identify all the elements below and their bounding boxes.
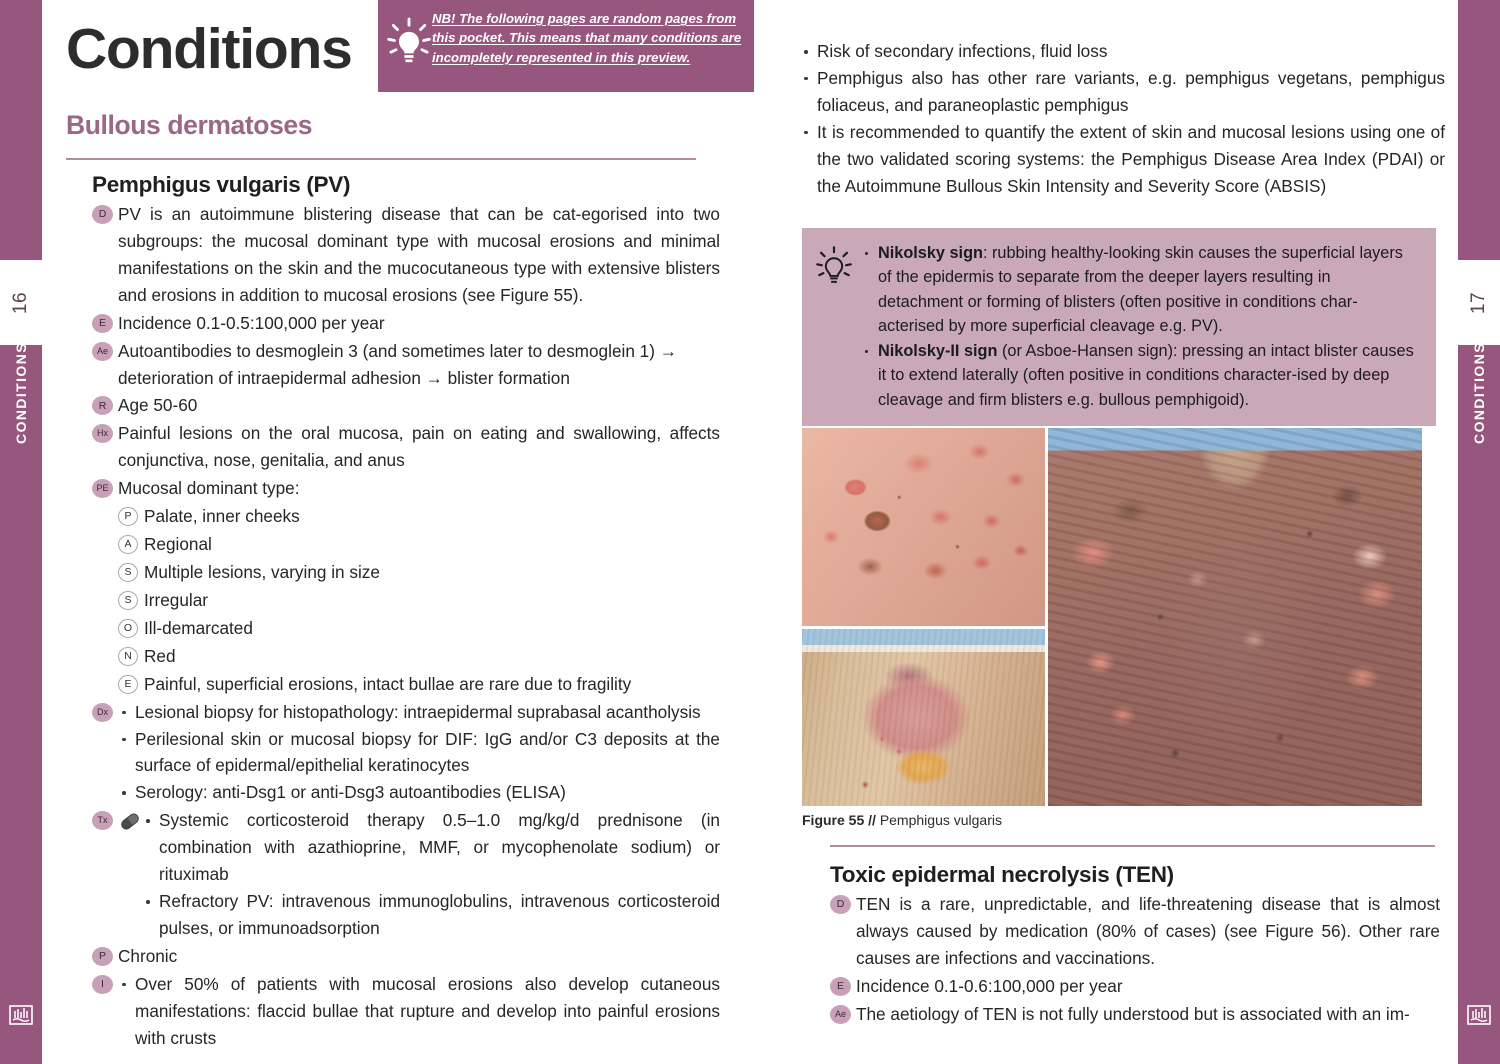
badge-d: D: [92, 205, 113, 224]
topic-heading-ten: Toxic epidermal necrolysis (TEN): [830, 862, 1174, 887]
badge-i: I: [92, 975, 113, 994]
photo-back-erosions: [802, 428, 1045, 626]
entry-text: PV is an autoimmune blistering disease that can be cat-egorised into two subgroups: the mucosal dominant type with mucosal erosions and minimal manifestations on the skin and the mucocutaneous type with extensive blisters and erosions in addition to mucosal erosions (see Figure 55).: [118, 204, 720, 305]
section-heading: Bullous dermatoses: [66, 110, 313, 140]
entry-text: Painful lesions on the oral mucosa, pain on eating and swallowing, affects conjunctiva, nose, genitalia, and anus: [118, 423, 720, 471]
entry-prognosis: [92, 943, 720, 970]
figure-caption: [802, 812, 1002, 828]
right-page-edge-tab: [1458, 0, 1500, 1064]
book-logo-icon: [1466, 1002, 1492, 1026]
entry-aetiology: [92, 338, 720, 392]
photo-torso-widespread-image: [1048, 428, 1422, 806]
entry-epidemiology: [92, 310, 720, 337]
figure-number: Figure 55 //: [802, 812, 876, 828]
badge-slot: [92, 201, 118, 224]
badge-slot: [118, 531, 144, 554]
badge-slot: [118, 559, 144, 582]
badge-slot: [92, 338, 118, 361]
entry-info: [92, 971, 720, 1052]
entry-text: Autoantibodies to desmoglein 3 (and sometimes later to desmoglein 1) → deterioration of intraepidermal adhesion → blister formation: [118, 340, 677, 388]
entry-text: Chronic: [118, 945, 178, 966]
nikolsky-tip-box: [802, 228, 1436, 426]
badge-ae: Ae: [830, 1005, 851, 1024]
photo-torso-widespread: [1048, 428, 1422, 806]
left-page-content: [62, 0, 742, 1064]
badge-slot: [118, 503, 144, 526]
dx-bullet: Perilesional skin or mucosal biopsy for DIF: IgG and/or C3 deposits at the surface of epidermal/epithelial keratinocytes: [118, 726, 720, 780]
right-tab-bottom-segment: [1458, 342, 1500, 1064]
left-tab-top-segment: [0, 0, 42, 260]
tip-item-nikolsky-ii: [862, 339, 1420, 412]
badge-a-arrangement: A: [118, 535, 138, 554]
badge-slot: [92, 943, 118, 966]
info-bullet-list: [118, 971, 720, 1052]
tip-item-rest: : rubbing healthy-looking skin causes the superficial layers of the epidermis to separate from the deeper layers resulting in detachment or forming of blisters (often positive in conditions char-acterised by more superficial cleavage e.g. PV).: [878, 244, 1403, 336]
badge-p-prognosis: P: [92, 947, 113, 966]
entry-physical-exam: [92, 475, 720, 502]
pe-sub-entry-list: [118, 503, 720, 697]
tip-item-term: Nikolsky sign: [878, 244, 983, 262]
badge-s-shape: S: [118, 591, 138, 610]
badge-slot: [92, 420, 118, 443]
tip-item-rest: (or Asboe-Hansen sign): pressing an intact blister causes it to extend laterally (often positive in conditions character-ised by deep cleavage and firm blisters e.g. bullous pemphigoid).: [878, 341, 1414, 409]
pe-sub-entry: [118, 615, 720, 642]
dx-bullet: Lesional biopsy for histopathology: intraepidermal suprabasal acantholysis: [118, 699, 720, 726]
page-title: Conditions: [66, 17, 352, 81]
preview-notice-box: [378, 0, 754, 92]
entry-treatment: [92, 807, 720, 942]
preview-notice-text: NB! The following pages are random pages from this pocket. This means that many conditions are incompletely represented in this preview.: [432, 11, 742, 65]
photo-knee-bulla-image: [802, 629, 1045, 806]
right-page-number: 17: [1467, 291, 1489, 314]
entry-diagnostics: [92, 699, 720, 807]
left-tab-label: CONDITIONS: [13, 342, 29, 444]
right-page-content: [800, 0, 1445, 1064]
badge-slot: [118, 615, 144, 638]
entry-ten-aetiology: [830, 1001, 1440, 1028]
section-divider: [66, 158, 696, 160]
badge-p-position: P: [118, 507, 138, 526]
badge-slot: [830, 891, 856, 914]
pe-sub-entry: [118, 643, 720, 670]
lightbulb-icon: [386, 9, 432, 71]
left-article-body: [92, 172, 720, 1053]
badge-r: R: [92, 396, 113, 415]
badge-slot: [92, 392, 118, 415]
badge-o-outline: O: [118, 619, 138, 638]
entry-text: Ill-demarcated: [144, 617, 253, 638]
photo-knee-bulla: [802, 629, 1045, 806]
badge-pe: PE: [92, 479, 113, 498]
badge-e: E: [92, 314, 113, 333]
right-top-bullets: [800, 38, 1445, 200]
top-bullet: Risk of secondary infections, fluid loss: [800, 38, 1445, 65]
entry-text: Multiple lesions, varying in size: [144, 561, 380, 582]
left-page-number-slot: [0, 260, 42, 345]
figure-55-photo-grid: [802, 428, 1422, 806]
badge-slot: [92, 699, 118, 722]
left-page-number: 16: [9, 291, 31, 314]
entry-text: Age 50-60: [118, 395, 198, 416]
entry-text: Incidence 0.1-0.6:100,000 per year: [856, 975, 1123, 996]
badge-dx: Dx: [92, 703, 113, 722]
badge-slot: [118, 643, 144, 666]
entry-ten-definition: [830, 891, 1440, 972]
badge-n-colour: N: [118, 647, 138, 666]
dx-bullet-list: [118, 699, 720, 807]
dx-bullet: Serology: anti-Dsg1 or anti-Dsg3 autoantibodies (ELISA): [118, 779, 720, 806]
figure-left-column: [802, 428, 1045, 806]
pe-sub-entry: [118, 531, 720, 558]
tip-body: [862, 241, 1420, 412]
pill-icon: [118, 813, 142, 830]
figure-caption-text: Pemphigus vulgaris: [879, 812, 1002, 828]
badge-slot: [92, 310, 118, 333]
badge-d: D: [830, 895, 851, 914]
pe-sub-entry: [118, 587, 720, 614]
badge-s-size: S: [118, 563, 138, 582]
entry-ten-epidemiology: [830, 973, 1440, 1000]
badge-slot: [830, 973, 856, 996]
left-tab-bottom-segment: [0, 342, 42, 1064]
tx-sub-bullet: Refractory PV: intravenous immunoglobulins, intravenous corticosteroid pulses, or immunoadsorption: [142, 888, 720, 942]
pe-sub-entry: [118, 671, 720, 698]
right-page-number-slot: [1458, 260, 1500, 345]
pe-sub-entry: [118, 559, 720, 586]
tx-bullet-list: [142, 807, 720, 942]
left-page-edge-tab: [0, 0, 42, 1064]
badge-slot: [92, 807, 118, 830]
badge-slot: [92, 475, 118, 498]
photo-back-erosions-image: [802, 428, 1045, 626]
tip-item-list: [862, 241, 1420, 412]
topic-heading-pemphigus: Pemphigus vulgaris (PV): [92, 172, 351, 197]
entry-text: Regional: [144, 534, 212, 555]
entry-text: Painful, superficial erosions, intact bullae are rare due to fragility: [144, 673, 632, 694]
entry-text: Red: [144, 645, 176, 666]
badge-hx: Hx: [92, 424, 113, 443]
entry-risk: [92, 392, 720, 419]
entry-definition: [92, 201, 720, 309]
info-bullet: Over 50% of patients with mucosal erosions also develop cutaneous manifestations: flaccid bullae that rupture and develop into painful erosions with crusts: [118, 971, 720, 1052]
lightbulb-icon: [814, 245, 854, 291]
top-bullet-list: [800, 38, 1445, 200]
tx-bullet: Systemic corticosteroid therapy 0.5–1.0 mg/kg/d prednisone (in combination with azathioprine, MMF, or mycophenolate sodium) or rituximab: [142, 807, 720, 888]
entry-text: Mucosal dominant type:: [118, 478, 300, 499]
book-logo-icon: [8, 1002, 34, 1026]
tip-icon-slot: [814, 241, 862, 412]
badge-e-elevation: E: [118, 675, 138, 694]
entry-text: The aetiology of TEN is not fully understood but is associated with an im-: [856, 1003, 1410, 1024]
entry-text: Irregular: [144, 589, 208, 610]
badge-slot: [92, 971, 118, 994]
badge-ae: Ae: [92, 342, 113, 361]
tip-item-term: Nikolsky-II sign: [878, 341, 998, 360]
ten-section-divider: [830, 845, 1435, 847]
ten-article-body: [830, 862, 1440, 1029]
badge-slot: [830, 1001, 856, 1024]
badge-slot: [118, 671, 144, 694]
top-bullet: Pemphigus also has other rare variants, e.g. pemphigus vegetans, pemphigus foliaceus, and paraneoplastic pemphigus: [800, 65, 1445, 119]
tip-item-nikolsky: [862, 241, 1420, 339]
pe-sub-entry: [118, 503, 720, 530]
badge-slot: [118, 587, 144, 610]
right-tab-top-segment: [1458, 0, 1500, 260]
top-bullet: It is recommended to quantify the extent of skin and mucosal lesions using one of the two validated scoring systems: the Pemphigus Disease Area Index (PDAI) or the Autoimmune Bullous Skin Intensity and Severity Score (ABSIS): [800, 119, 1445, 200]
entry-text: TEN is a rare, unpredictable, and life-threatening disease that is almost always caused by medication (80% of cases) (see Figure 56). Other rare causes are infections and vaccinations.: [856, 894, 1440, 968]
entry-history: [92, 420, 720, 474]
right-tab-label: CONDITIONS: [1471, 342, 1487, 444]
tx-sub-bullet-list: [142, 888, 720, 942]
badge-tx: Tx: [92, 811, 113, 830]
badge-e: E: [830, 977, 851, 996]
entry-text: Palate, inner cheeks: [144, 506, 300, 527]
entry-text: Incidence 0.1-0.5:100,000 per year: [118, 312, 385, 333]
